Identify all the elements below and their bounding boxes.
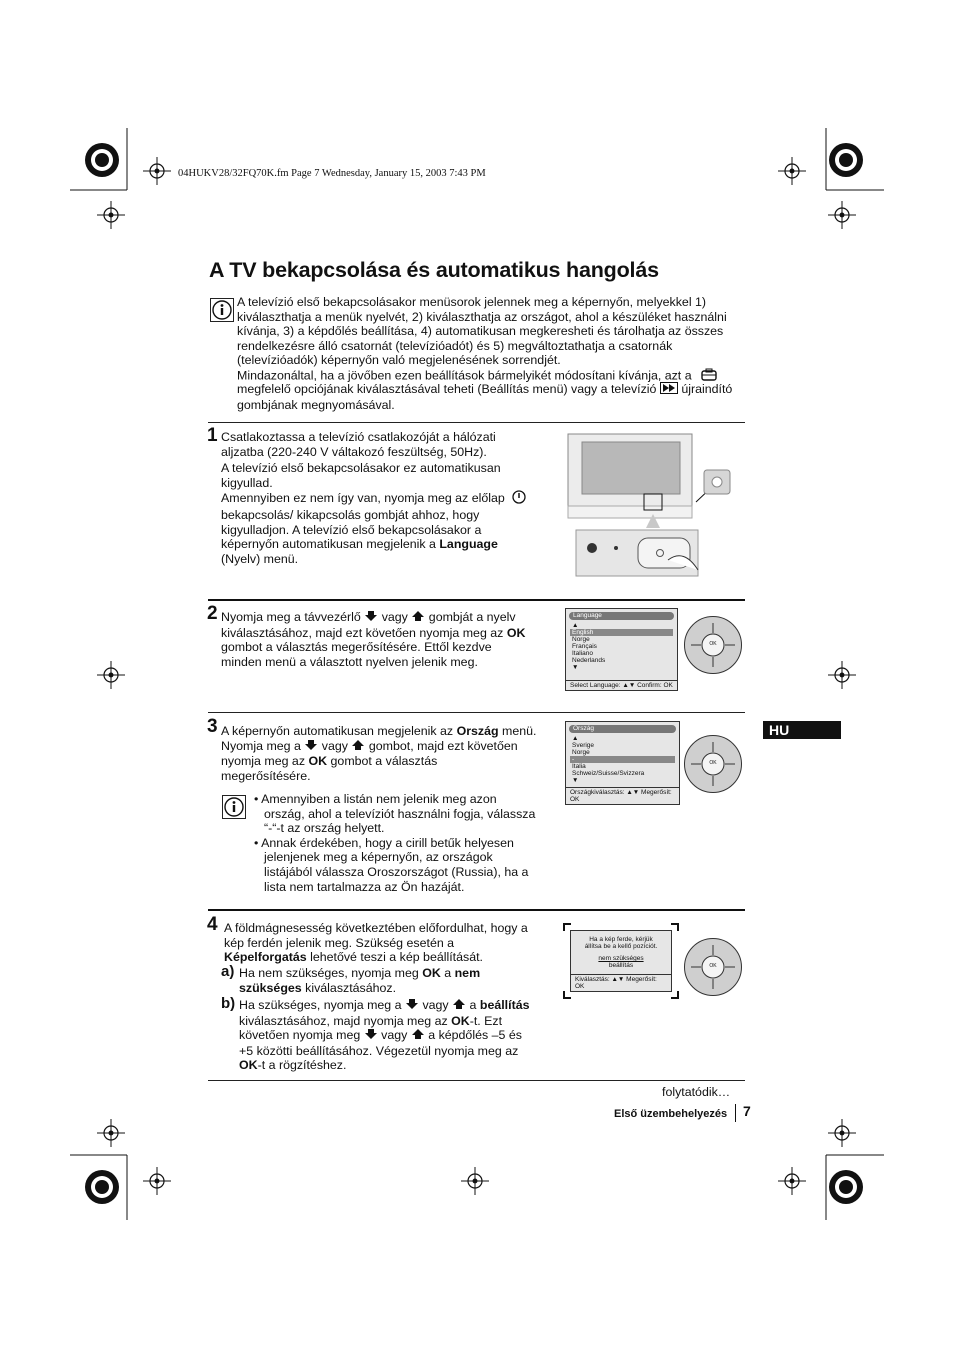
divider [208,422,745,423]
osd-item: Français [572,643,597,650]
down-arrow-icon [364,1028,378,1044]
intro-line-b [237,382,745,412]
s2-line: minden menü a választott nyelven jelenik meg. [221,654,478,669]
s1-text: Amennyiben ez nem így van, nyomja meg az előlap [221,491,505,506]
power-icon [512,490,526,508]
ok-keyword: OK [239,1058,258,1073]
remote-control-pad [684,735,742,793]
b-text: kiválasztásához, majd nyomja meg az [239,1013,448,1028]
file-header: 04HUKV28/32FQ70K.fm Page 7 Wednesday, January 15, 2003 7:43 PM [178,168,486,179]
up-arrow-icon [411,1028,425,1044]
page-title: A TV bekapcsolása és automatikus hangolás [209,258,659,282]
note-line: “-“-t az ország helyett. [264,821,385,836]
b-text: a képdőlés –5 és [428,1028,522,1043]
osd-item-selected: English [570,629,673,636]
s4-line: kép ferdén jelenik meg. Szükség esetén a [224,935,455,950]
info-icon [222,795,246,819]
b-line: +5 közötti beállításához. Végezetül nyomja meg az [239,1043,519,1058]
ok-keyword: OK [506,625,526,640]
ok-keyword: OK [451,1013,470,1028]
osd-item: Norge [572,636,590,643]
step-1-number: 1 [207,425,218,446]
osd-title: Language [569,612,674,620]
beallitas-keyword: beállítás [479,998,530,1013]
s2-text: gombját a nyelv [428,610,516,625]
s4-line [224,950,554,965]
b-text: vagy [422,998,449,1013]
intro-text-c: újraindító gombjának megnyomásával. [237,382,733,412]
b-text: a [469,998,477,1013]
osd-item: Nederlands [572,657,606,664]
b-text: Ha szükséges, nyomja meg a [239,998,402,1013]
b-line [239,1058,559,1073]
b-text: -t a rögzítéshez. [257,1058,347,1073]
ok-keyword: OK [422,966,441,980]
s3-text: gombot, majd ezt követően [368,738,518,753]
down-arrow-icon [405,998,419,1014]
s2-text: Nyomja meg a távvezérlő [221,610,361,625]
s4-line: A földmágnesesség következtében előfordulhat, hogy a [224,921,528,935]
ok-button-label: OK [709,963,717,969]
intro-paragraph: A televízió első bekapcsolásakor menüsorok jelennek meg a képernyőn, melyekkel 1) kiválaszthatja a menük nyelvét, 2) kiválaszthatja az országot, ahol a készüléket használni kívánja, 3) a képdőlés beállítása, 4) automatikusan megkeresheti és tárolhatja az összes rendelkezésre álló csatornát (televízióadót) és 5) megváltoztathatja a csatornák (televízióadók) képernyőn való megjelenésének sorrendjét. [237,295,727,368]
divider [208,712,745,713]
osd-message: állítsa be a kellő pozíciót. [584,943,658,950]
step-1-text [221,430,551,566]
up-arrow-icon [452,998,466,1014]
osd-footer: Országkiválasztás: ▲▼ Megerősít: OK [566,787,679,804]
step-2-number: 2 [207,603,218,624]
step-4-number: 4 [207,914,218,935]
orszag-keyword: Ország [456,724,499,738]
language-keyword: Language [439,537,498,552]
tv-illustration [564,430,744,580]
up-arrow-icon [351,739,365,755]
osd-scroll-up: ▲ [572,622,579,629]
s3-line [221,754,551,769]
nem-keyword: nem [454,966,481,980]
b-line [239,1014,559,1029]
up-arrow-icon [411,610,425,626]
s4-text: lehetővé teszi a kép beállítását. [310,950,483,965]
remote-control-pad [684,938,742,996]
s3-text: vagy [321,738,348,753]
info-icon [210,298,234,322]
language-tab-hu: HU [763,721,841,739]
s3-line: megerősítésére. [221,768,311,783]
step-2-text [221,610,551,669]
s2-line [221,626,551,641]
s3-text: A képernyőn automatikusan megjelenik az [221,724,454,738]
s3-line [221,724,551,739]
divider [208,599,745,601]
option-a-text [239,966,559,995]
osd-message: Ha a kép ferde, kérjük [589,936,653,943]
a-line [239,981,559,996]
osd-item: Norge [572,749,590,756]
option-a-label: a) [221,963,235,980]
note-line: listájából válassza Oroszországot (Russia), ha a [264,864,529,879]
down-arrow-icon [304,739,318,755]
s1-line: Csatlakoztassa a televízió csatlakozóját a hálózati [221,430,496,444]
note-line: • Amennyiben a listán nem jelenik meg azon [254,792,497,806]
country-menu-osd [565,721,680,805]
osd-item: Sverige [572,742,595,749]
a-line [239,966,559,981]
s1-line: aljzatba (220-240 V váltakozó feszültség, 50Hz). [221,444,487,459]
footer-section: Első üzembehelyezés [614,1108,728,1120]
s2-line: gombot a választás megerősítésére. Ettől kezdve [221,640,492,655]
intro-text-b: megfelelő opciójának kiválasztásával teheti (Beállítás menü) vagy a televízió [237,382,657,397]
divider [208,1080,745,1081]
s2-text: vagy [381,610,408,625]
s1-line [221,490,551,508]
a-text: Ha nem szükséges, nyomja meg [239,966,419,980]
a-text: kiválasztásához. [305,980,397,995]
s3-line [221,739,551,755]
s1-line: (Nyelv) menü. [221,551,299,566]
s1-line: kigyullad. [221,475,273,490]
page-number: 7 [743,1103,751,1119]
osd-option: beállítás [608,962,634,969]
footer-separator [735,1104,736,1122]
intro-text-a: Mindazonáltal, ha a jövőben ezen beállítások bármelyikét módosítani kívánja, azt a [237,368,692,383]
remote-control-pad [684,616,742,674]
note-line: ország, ahol a televíziót használni fogja, válassza [264,806,536,821]
s3-text: Nyomja meg a [221,738,301,753]
b-text: követően nyomja meg [239,1028,361,1043]
kepelforgatas-keyword: Képelforgatás [224,950,307,965]
s1-text: képernyőn automatikusan megjelenik a [221,537,436,552]
osd-option-selected: nem szükséges [598,955,644,962]
s1-line: A televízió első bekapcsolásakor ez automatikusan [221,461,501,476]
ok-button-label: OK [709,641,717,647]
s1-line: bekapcsolás/ kikapcsolás gombját ahhoz, hogy [221,507,480,522]
option-b-label: b) [221,995,236,1012]
continued-note: folytatódik… [662,1085,731,1099]
s2-text: kiválasztásához, majd ezt követően nyomja meg az [221,625,504,640]
a-text: a [444,966,452,980]
step-3-number: 3 [207,716,218,737]
osd-footer: Kiválasztás: ▲▼ Megerősít: OK [571,974,671,991]
note-line: jelenjenek meg a képernyőn, az országok [264,850,493,865]
b-line [239,998,559,1014]
osd-item: Italia [572,763,586,770]
b-text: -t. Ezt [469,1013,503,1028]
down-arrow-icon [364,610,378,626]
osd-item-selected: - [570,756,675,763]
s3-text: nyomja meg az [221,754,306,769]
option-b-text [239,998,559,1073]
osd-item: Schweiz/Suisse/Svizzera [572,770,645,777]
osd-item: Italiano [572,650,593,657]
s2-line [221,610,551,626]
osd-scroll-down: ▼ [572,777,579,784]
osd-scroll-down: ▼ [572,664,579,671]
b-text: vagy [381,1028,408,1043]
ok-button-label: OK [709,760,717,766]
osd-title: Ország [569,725,676,733]
step-4-text [224,921,554,965]
step-3-text [221,724,551,783]
s1-line [221,537,551,552]
s3-text: menü. [502,724,537,738]
s1-line: kigyulladjon. A televízió első bekapcsolásakor a [221,522,482,537]
s3-text: gombot a választás [330,754,438,769]
b-line [239,1028,559,1044]
szukseges-keyword: szükséges [239,980,302,995]
language-menu-osd [565,608,678,691]
divider [208,909,745,911]
step-3-notes [254,792,554,894]
tilt-menu-osd [570,930,672,992]
skip-icon [660,382,678,398]
note-line: lista nem tartalmazza az Ön hazáját. [264,879,465,894]
ok-keyword: OK [308,754,328,769]
note-line: • Annak érdekében, hogy a cirill betűk helyesen [254,835,514,850]
osd-footer: Select Language: ▲▼ Confirm: OK [566,680,677,690]
osd-scroll-up: ▲ [572,735,579,742]
